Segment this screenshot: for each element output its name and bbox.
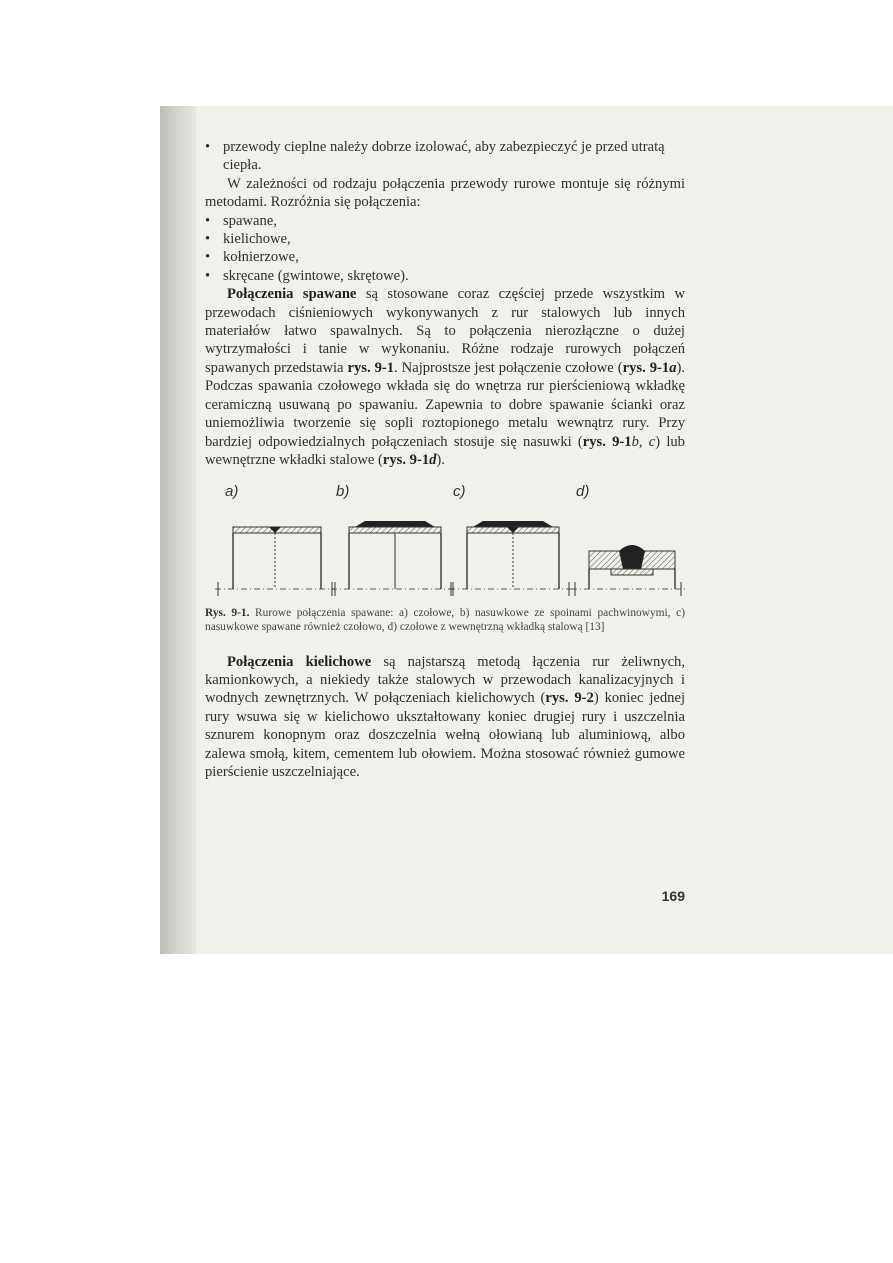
connection-types-list [205,212,685,286]
figure-welded-joints [205,483,685,601]
figure-label-a: a) [225,483,239,501]
list-item: • spawane, [205,212,685,230]
bullet-insulation: • przewody cieplne należy dobrze izolować, aby zabezpieczyć je przed utratą ciepła. [205,138,685,175]
figure-ref: rys. 9-1a [622,359,677,376]
intro-paragraph: W zależności od rodzaju połączenia przewody rurowe montuje się różnymi metodami. Rozróżnia się połączenia: [205,175,685,211]
list-item: • skręcane (gwintowe, skrętowe). [205,267,685,285]
sleeve-weld [355,521,435,527]
socket-joints-paragraph: Połączenia kielichowe są najstarszą metodą łączenia rur żeliwnych, kamionkowych, a niekiedy także stalowych w przewodach kanalizacyjnych i wodnych zewnętrznych. W połączeniach kielichowych (rys. 9-2) koniec jednej rury wsuwa się w kielichowo ukształtowany koniec drugiej rury i uszczelnia sznurem konopnym oraz doszczelnia wełną ołowianą lub aluminiową, albo zalewa smołą, kitem, cementem lub ołowiem. Można stosować również gumowe pierścienie uszczelniające. [205,653,686,780]
term-socket: Połączenia kielichowe [227,653,372,670]
term-welded: Połączenia spawane [227,286,357,303]
weld-bead [619,545,645,569]
book-spine-shadow [160,106,196,954]
figure-ref: rys. 9-1 [347,359,395,376]
joint-b-sleeve-fillet [331,521,455,596]
joint-d-internal-insert [571,545,685,596]
welded-joints-drawing [205,511,685,601]
list-item: • kielichowe, [205,230,685,248]
page-number: 169 [661,888,685,904]
figure-label-d: d) [576,483,590,501]
figure-ref: rys. 9-2 [545,690,594,707]
joint-c-sleeve-butt [449,521,573,596]
welded-joints-paragraph: Połączenia spawane są stosowane coraz częściej przede wszystkim w przewodach ciśnieniowych wykonywanych z rur stalowych lub innych materiałów łatwo spawalnych. Są to połączenia nierozłączne o dużej wytrzymałości i tanie w wykonaniu. Różne rodzaje rurowych połączeń spawanych przedstawia rys. 9-1. Najprostsze jest połączenie czołowe (rys. 9-1a). Podczas spawania czołowego wkłada się do wnętrza rur pierścieniową wkładkę ceramiczną usuwaną po spawaniu. Zapewnia to dobre spawanie ścianki oraz uniemożliwia tworzenie się sopli roztopionego metalu wewnątrz rury. Przy bardziej odpowiedzialnych połączeniach stosuje się nasuwki (rys. 9-1b, c) lub wewnętrzne wkładki stalowe (rys. 9-1d). [205,286,685,468]
figure-caption: Rys. 9-1. Rurowe połączenia spawane: a) czołowe, b) nasuwkowe ze spoinami pachwinowymi, c) nasuwkowe spawane również czołowo, d) czołowe z wewnętrzną wkładką stalową [13] [205,607,685,633]
list-item: • kołnierzowe, [205,248,685,266]
joint-a-butt [215,527,335,596]
pipe-wall [349,527,441,533]
page-text [205,138,685,781]
figure-ref: rys. 9-1 [582,433,632,450]
figure-label-b: b) [336,483,350,501]
steel-insert [611,569,653,575]
sleeve-weld [473,521,553,527]
figure-ref: rys. 9-1d [382,451,437,468]
figure-label-c: c) [453,483,466,501]
